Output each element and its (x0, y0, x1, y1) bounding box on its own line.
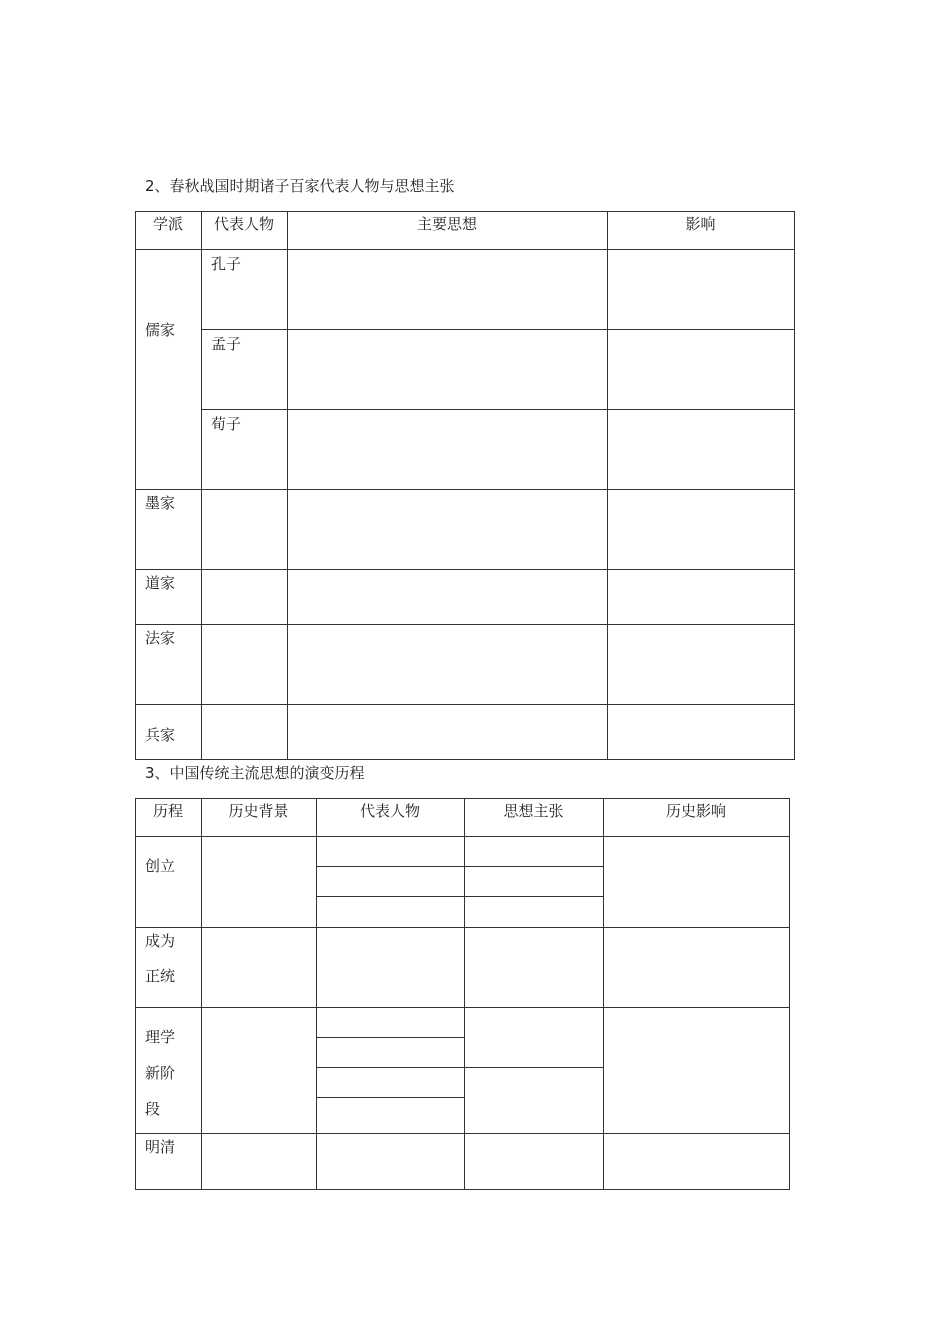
header-representative: 代表人物 (359, 802, 420, 820)
stage-neo-line3: 段 (145, 1100, 161, 1118)
school-mohist: 墨家 (145, 494, 176, 512)
header-influence: 影响 (685, 215, 716, 233)
stage-orthodox-line1: 成为 (145, 932, 176, 950)
header-stage: 历程 (152, 802, 183, 820)
stage-ming-qing: 明清 (145, 1138, 176, 1156)
section2-title: 2、春秋战国时期诸子百家代表人物与思想主张 (145, 177, 455, 195)
stage-neo-line2: 新阶 (145, 1064, 176, 1082)
header-thought: 思想主张 (503, 802, 564, 820)
school-legalist: 法家 (145, 629, 176, 647)
header-historical-influence: 历史影响 (665, 802, 726, 820)
header-school: 学派 (152, 215, 183, 233)
school-confucian: 儒家 (145, 321, 176, 339)
header-main-thought: 主要思想 (416, 215, 477, 233)
section3-title: 3、中国传统主流思想的演变历程 (145, 764, 365, 782)
stage-neo-line1: 理学 (145, 1028, 176, 1046)
school-taoist: 道家 (145, 574, 176, 592)
header-representative: 代表人物 (213, 215, 274, 233)
school-military: 兵家 (145, 726, 176, 744)
person-confucius: 孔子 (211, 255, 242, 273)
stage-founding: 创立 (145, 857, 176, 875)
person-mencius: 孟子 (211, 335, 242, 353)
stage-orthodox-line2: 正统 (145, 967, 176, 985)
header-background: 历史背景 (228, 802, 289, 820)
person-xunzi: 荀子 (211, 415, 242, 433)
